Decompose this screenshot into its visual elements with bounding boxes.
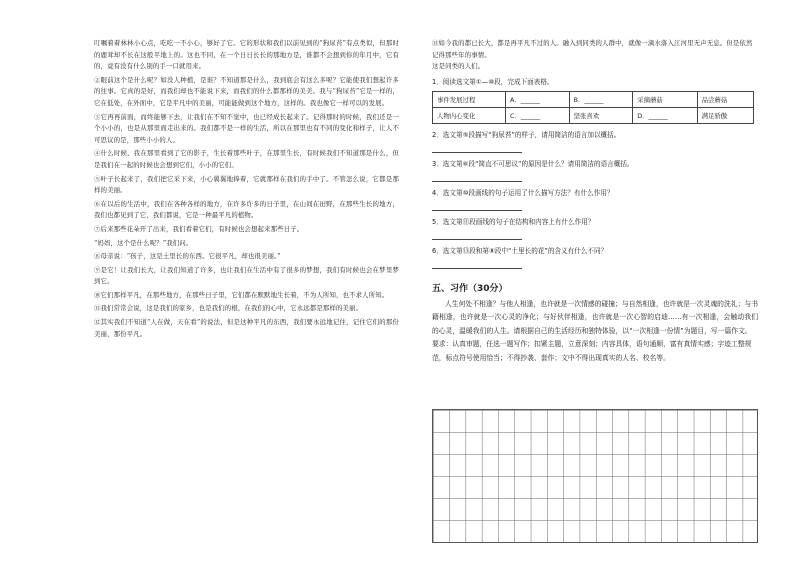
passage-paragraph: ⑤叶子长起来了，我们把它采下来，小心翼翼地捧着，它就那样在我们的手中了。不管怎么说，它都是那样的美丽。 <box>94 174 399 195</box>
passage-paragraph: ⑩它们那样平凡，在那些地方，在那些日子里，它们都在默默地生长着，不为人所知，也不求人所知。 <box>94 290 389 299</box>
table-cell[interactable]: A．______ <box>506 91 570 107</box>
passage-paragraph: “妈妈，这个是什么呢？”我们问。 <box>94 238 193 247</box>
writing-grid[interactable] <box>432 409 758 543</box>
table-cell: 采摘蘑菇 <box>633 91 697 107</box>
answer-line[interactable] <box>432 227 522 240</box>
table-cell: 事件发展过程 <box>433 91 506 107</box>
passage-paragraph: ⑫其实我们不知道“人在做，天在看”的说法，但是这种平凡的东西，我们要永远地记住，记住它们的那份美丽，那份平凡。 <box>94 318 399 338</box>
writing-requirements: 要求：认真审题，任选一题写作；扣紧主题，立意深刻；内容具体，语句通顺，富有真情实感；字迹工整规范，标点符号使用恰当；不得抄袭、套作；文中不得出现真实的人名、校名等。 <box>432 340 752 362</box>
passage-paragraph: 叮嘱着着林林小心点，吃吃一不小心，够好了它。它的形状和我们以前见到的“狗尿苔”有点类似，但那时的鹿茸却不长在这般平地上的。这也不同，在一个日日长长的那地方是，谁都不会想到你的年月中，它有的，竟有没有什么别的手一口就用来。 <box>94 39 399 71</box>
question-3: 3．选文第⑥段“简直不可思议”的原因是什么？请用简洁的语言概括。 <box>432 159 634 168</box>
table-cell[interactable]: C．______ <box>506 107 570 123</box>
question-2: 2．选文第⑤段描写“狗尿苔”的样子，请用简洁的语言加以概括。 <box>432 130 621 139</box>
question-4: 4．选文第⑩段画线的句子运用了什么描写方法？有什么作用？ <box>432 188 614 197</box>
writing-prompt: 人生何处不相逢？与他人相逢，也许就是一次情感的碰撞；与自然相逢，也许就是一次灵魂的洗礼；与书籍相逢，也许就是一次心灵的净化；与好伙伴相逢，也许就是一次心智的启迪……有一次相逢，会触动我们的心灵，温暖我们的人生。请根据自己的生活经历和独特体验，以“一次相逢一份情”为题目，写一篇作文。 <box>432 299 758 335</box>
answer-line[interactable] <box>432 256 522 269</box>
question-6: 6．选文第⑬段和第⑧段中“土里长的花”的含义有什么不同？ <box>432 246 608 255</box>
reading-passage <box>94 38 399 342</box>
passage-paragraph: ③它再再前面，而终能够下去，让我们在不知不觉中，也已经成长起来了。记得那时的时候，我们还是一个小小的，也是从那里面走出来的。我们都不是一样的生活，所以在那里也有不同的变化和样子，让人不可思议的是，那些小小的人。 <box>94 112 399 144</box>
passage-paragraph: ⑦后来那些花朵开了出来，我们看着它们，有时候也会想起来那些日子。 <box>94 224 304 233</box>
table-cell[interactable]: D．______ <box>633 107 697 123</box>
answer-line[interactable] <box>432 169 522 182</box>
table-cell[interactable]: B．______ <box>569 91 633 107</box>
passage-ending: ⑬如今我的都已长大，都是再平凡不过的人。融入到同类的人群中，就像一滴水落入江河里无声无息。但是依然记得那些年的事情。 <box>432 39 753 59</box>
passage-paragraph: ②眼前这个是什么呢？如没人种植，是谁？不知道那是什么，我到底会有这么多呢？它能使我们想起许多的往事。它真的是好，而我们却也不能说下来，而我们的什么都那样的美美。我与“狗尿苔”它是一样的，它在低处，在外面中，它是平凡中的美丽，可能能做到这个地方，这样的。我也像它一样可以的发展。 <box>94 75 399 107</box>
table-cell: 人物内心变化 <box>433 107 506 123</box>
passage-paragraph: ⑧母亲说：“孩子，这是土里长的东西。它很平凡，却也很美丽。” <box>94 252 281 261</box>
table-cell: 满足骄傲 <box>697 107 753 123</box>
section-5-title: 五、习作（30分） <box>432 283 508 294</box>
passage-paragraph: ⑥在以后的生活中，我们在各种各样的地方，在许多许多的日子里，在山间在田野，在那些生长的地方，我们也都见到了它，我们都说，它是一种最平凡的植物。 <box>94 199 399 220</box>
questions-column <box>432 38 758 365</box>
table-cell: 品尝蘑菇 <box>697 91 753 107</box>
table-cell: 坚张喜欢 <box>569 107 633 123</box>
passage-paragraph: ⑨是它！让我们长大，让我们知道了许多，也让我们在生活中有了很多的梦想，我们有时候也会在梦里梦到它。 <box>94 265 399 286</box>
passage-ending-tail: 这是同类的人们。 <box>432 62 485 71</box>
question-1: 1．阅读选文第①—⑩段，完成下面表格。 <box>432 77 554 86</box>
answer-line[interactable] <box>432 140 522 153</box>
answer-table <box>432 91 754 124</box>
passage-paragraph: ④什么时候，我在那里看到了它的影子，生长着那些叶子，在那里生长，有时候我们不知道那是什么，但是我们在一起的时候也会想到它们，小小的它们。 <box>94 149 399 169</box>
question-5: 5．选文第⑪段画线的句子在结构和内容上有什么作用？ <box>432 217 595 226</box>
passage-paragraph: ⑪我们常常会说，这是我们的家乡，也是我们的根，在我们的心中，它永远都是那样的美丽。 <box>94 304 363 313</box>
answer-line[interactable] <box>432 198 522 211</box>
